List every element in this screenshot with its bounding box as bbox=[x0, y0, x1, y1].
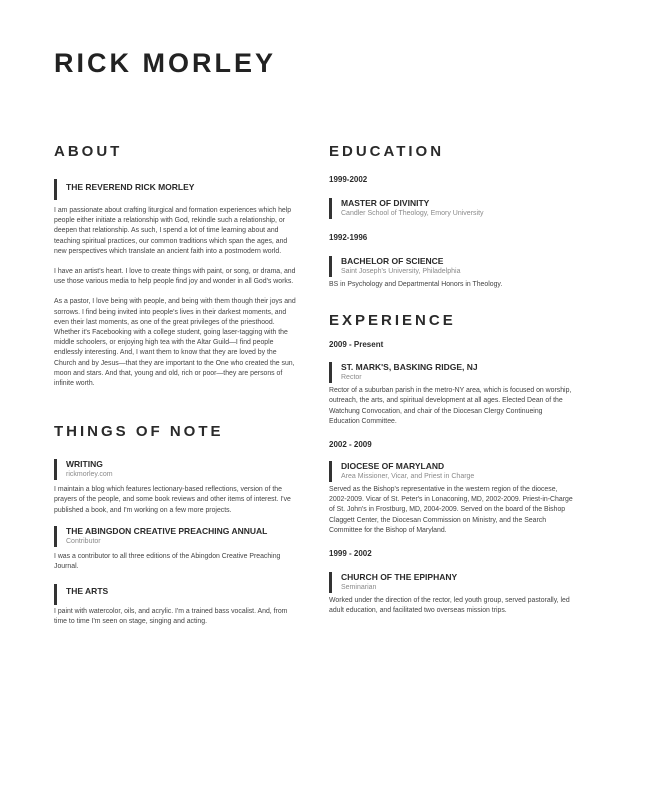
note-title: THE ARTS bbox=[66, 586, 109, 597]
resume-name: RICK MORLEY bbox=[54, 48, 276, 78]
experience-role: Rector bbox=[341, 374, 362, 382]
note-sub: Contributor bbox=[66, 537, 101, 545]
experience-title: ST. MARK'S, BASKING RIDGE, NJ bbox=[341, 362, 478, 373]
education-heading: EDUCATION bbox=[329, 143, 445, 160]
experience-entry bbox=[329, 362, 573, 382]
left-column bbox=[54, 143, 298, 628]
education-school: Candler School of Theology, Emory University bbox=[341, 210, 484, 217]
about-heading: ABOUT bbox=[54, 143, 123, 160]
experience-period: 1999 - 2002 bbox=[329, 549, 372, 559]
experience-title: DIOCESE OF MARYLAND bbox=[341, 461, 445, 472]
note-title: THE ABINGDON CREATIVE PREACHING ANNUAL bbox=[66, 525, 268, 536]
experience-role: Area Missioner, Vicar, and Priest in Charge bbox=[341, 473, 475, 481]
experience-body: Served as the Bishop's representative in the western region of the diocese, 2002-2009. Vicar of St. Peter's in Lonaconing, MD, 2002-2009. Priest-in-Charge of St. John's in Frostburg, MD, 2004-2009. Served on the board of the Bishop Claggett Center, the Diocesan Commission on Ministry, and the Search Committee for the Bishop of Maryland. bbox=[329, 486, 573, 534]
about-paragraph: I have an artist's heart. I love to create things with paint, or song, or drama, and use those various media to help people find joy and wonder in all God's works. bbox=[54, 268, 296, 286]
experience-period: 2002 - 2009 bbox=[329, 440, 372, 450]
education-body: BS in Psychology and Departmental Honors in Theology. bbox=[329, 281, 503, 288]
experience-role: Seminarian bbox=[341, 584, 377, 592]
note-body: I was a contributor to all three editions of the Abingdon Creative Preaching Journal. bbox=[54, 552, 281, 571]
note-body: I maintain a blog which features lectionary-based reflections, version of the prayers of the people, and some book reviews and other items of interest. I've published a book, and I'm working on a few more projects. bbox=[54, 486, 291, 514]
note-title: WRITING bbox=[66, 459, 103, 470]
experience-entry bbox=[329, 572, 573, 592]
education-period: 1999-2002 bbox=[329, 175, 368, 184]
about-entry-title: THE REVEREND RICK MORLEY bbox=[66, 182, 195, 192]
about-entry bbox=[54, 179, 298, 193]
note-entry-abingdon bbox=[54, 526, 298, 546]
experience-title: CHURCH OF THE EPIPHANY bbox=[341, 572, 458, 583]
education-title: BACHELOR OF SCIENCE bbox=[341, 256, 444, 266]
about-paragraph: I am passionate about crafting liturgical and formation experiences which help people either initiate a relationship with God, rekindle such a relationship, or deepen that relationship. As such, I spend a lot of time learning about and teaching spiritual practices, our common traditions which span the ages, and new perspectives which translate an ancient faith into a postmodern world. bbox=[54, 207, 292, 255]
experience-entry bbox=[329, 461, 573, 481]
about-paragraph: As a pastor, I love being with people, and being with them though their joys and sorrows. I find being invited into people's lives in their darkest moments, and even their last moments, as one of the great privileges of the priesthood. Whether it's Facebooking with a college student, going laser-tagging with the middle schoolers, or enjoying high tea with the Altar Guild—I find people endlessly interesting. And, I want them to know that they are loved by the Church and by Jesus—that they are important to the One who created the sun, moon and stars. And that, young and old, rich or poor—they are persons of infinite worth. bbox=[54, 298, 296, 388]
note-entry-writing bbox=[54, 459, 298, 479]
education-title: MASTER OF DIVINITY bbox=[341, 198, 430, 208]
note-body: I paint with watercolor, oils, and acrylic. I'm a trained bass vocalist. And, from time to time I'm seen on stage, singing and acting. bbox=[54, 608, 288, 626]
education-school: Saint Joseph's University, Philadelphia bbox=[341, 268, 461, 275]
note-link[interactable]: rickmorley.com bbox=[66, 471, 113, 479]
experience-heading: EXPERIENCE bbox=[329, 312, 456, 330]
experience-period: 2009 - Present bbox=[329, 340, 384, 350]
note-entry-arts bbox=[54, 584, 298, 597]
education-entry bbox=[329, 198, 573, 218]
experience-body: Rector of a suburban parish in the metro-NY area, which is focused on worship, outreach, the arts, and spiritual development at all ages. Elected Dean of the Watchung Convocation, and chair of the Diocesan Clergy Continueing Education Committee. bbox=[329, 387, 572, 425]
education-entry bbox=[329, 256, 573, 276]
right-column bbox=[329, 143, 573, 616]
education-period: 1992-1996 bbox=[329, 233, 368, 242]
things-of-note-heading: THINGS OF NOTE bbox=[54, 423, 224, 441]
experience-body: Worked under the direction of the rector, led youth group, served pastorally, led adult education, and facilitated two overseas mission trips. bbox=[329, 597, 570, 615]
